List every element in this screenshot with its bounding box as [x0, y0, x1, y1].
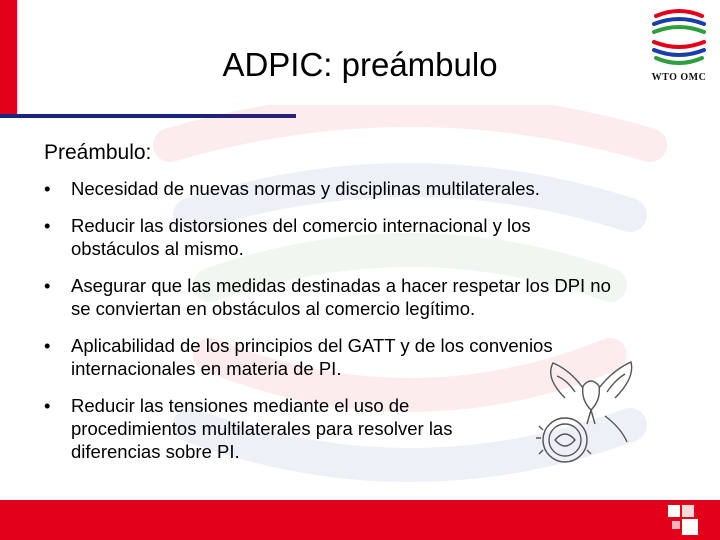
footer-bar — [0, 500, 720, 540]
left-accent-bar — [0, 0, 17, 116]
slide-title: ADPIC: preámbulo — [222, 46, 498, 83]
bullet-item: • Reducir las tensiones mediante el uso de procedimientos multilaterales para resolver las diferencias sobre PI. — [44, 394, 471, 463]
eagle-seal-icon — [535, 358, 647, 470]
bullet-item: • Aplicabilidad de los principios del GATT y de los convenios internacionales en materia de PI. — [44, 334, 624, 380]
section-heading: Preámbulo: — [44, 141, 152, 164]
wto-logo-icon — [638, 4, 720, 70]
logo-text: WTO OMC — [651, 72, 707, 83]
bullet-item: • Asegurar que las medidas destinadas a hacer respetar los DPI no se conviertan en obstáculos al comercio legítimo. — [44, 274, 624, 320]
wto-logo — [638, 4, 720, 90]
bullet-item: • Necesidad de nuevas normas y disciplinas multilaterales. — [44, 177, 624, 200]
corner-squares-icon — [668, 503, 708, 537]
bullet-item: • Reducir las distorsiones del comercio internacional y los obstáculos al mismo. — [44, 214, 624, 260]
